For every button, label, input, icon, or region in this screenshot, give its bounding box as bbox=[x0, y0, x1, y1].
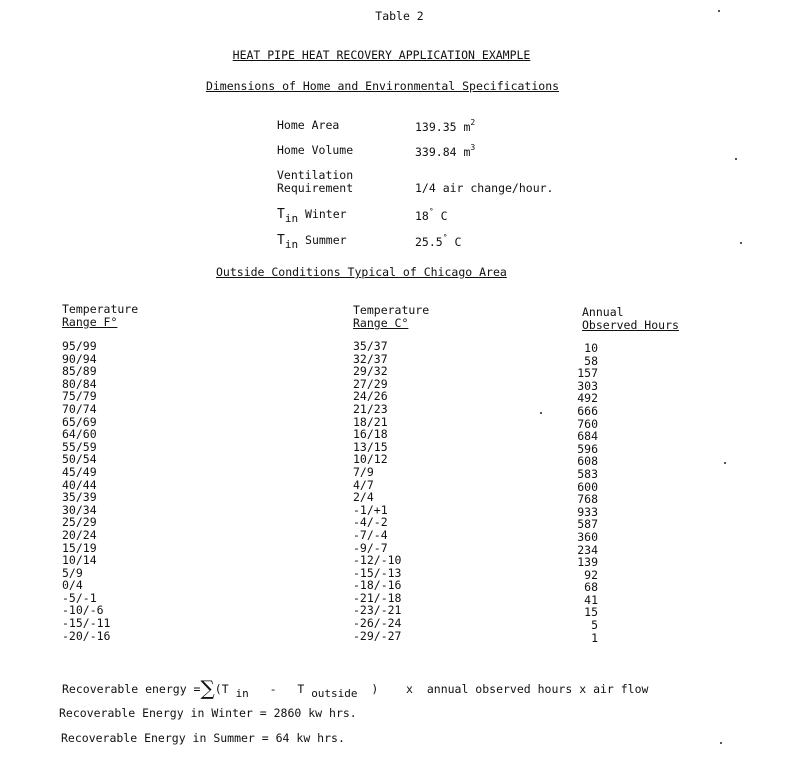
celsius-range-cell: 10/12 bbox=[353, 452, 388, 467]
fahrenheit-range-cell: 95/99 bbox=[62, 339, 97, 353]
observed-hours-cell: 596 bbox=[577, 441, 598, 456]
observed-hours-cell: 933 bbox=[577, 504, 598, 519]
celsius-range-cell: -4/-2 bbox=[353, 515, 388, 530]
celsius-range-cell: 13/15 bbox=[353, 439, 388, 454]
celsius-range-cell: 35/37 bbox=[353, 339, 388, 353]
scan-speck bbox=[720, 742, 722, 744]
document-title: HEAT PIPE HEAT RECOVERY APPLICATION EXAMPLE bbox=[232, 48, 531, 62]
fahrenheit-range-cell: 5/9 bbox=[62, 565, 83, 580]
observed-hours-cell: 600 bbox=[577, 479, 598, 494]
observed-hours-cell: 768 bbox=[577, 492, 598, 507]
celsius-range-cell: 32/37 bbox=[353, 351, 388, 366]
celsius-range-cell: 21/23 bbox=[353, 401, 388, 416]
col1-header-line1: Temperature bbox=[62, 302, 139, 316]
winter-result: Recoverable Energy in Winter = 2860 kw hrs. bbox=[59, 706, 357, 720]
fahrenheit-range-cell: 85/89 bbox=[62, 364, 97, 379]
fahrenheit-range-cell: -20/-16 bbox=[62, 628, 111, 643]
celsius-range-cell: -9/-7 bbox=[353, 540, 388, 555]
fahrenheit-range-cell: 30/34 bbox=[62, 502, 97, 517]
fahrenheit-range-cell: 64/60 bbox=[62, 427, 97, 442]
observed-hours-cell: 10 bbox=[584, 341, 598, 355]
home-area-label: Home Area bbox=[277, 118, 340, 132]
fahrenheit-range-cell: -5/-1 bbox=[62, 590, 97, 605]
dimensions-heading: Dimensions of Home and Environmental Specifications bbox=[205, 79, 560, 93]
observed-hours-cell: 92 bbox=[584, 567, 598, 582]
col1-header-line2: Range F° bbox=[62, 315, 118, 329]
observed-hours-cell: 583 bbox=[577, 466, 598, 481]
celsius-range-cell: 18/21 bbox=[353, 414, 388, 429]
fahrenheit-range-cell: 10/14 bbox=[62, 553, 97, 568]
celsius-range-cell: -29/-27 bbox=[353, 628, 402, 643]
observed-hours-cell: 303 bbox=[577, 378, 598, 393]
observed-hours-cell: 5 bbox=[591, 618, 598, 633]
celsius-range-cell: 4/7 bbox=[353, 477, 374, 492]
celsius-range-cell: -15/-13 bbox=[353, 565, 402, 580]
home-volume-value: 339.84 $m^3$ bbox=[415, 143, 476, 159]
fahrenheit-range-cell: 45/49 bbox=[62, 464, 97, 479]
scan-speck bbox=[735, 158, 737, 160]
observed-hours-cell: 234 bbox=[577, 542, 598, 557]
col2-header-line2: Range C° bbox=[353, 316, 409, 330]
scan-speck bbox=[540, 412, 542, 414]
celsius-range-cell: -18/-16 bbox=[353, 578, 402, 593]
fahrenheit-range-column bbox=[62, 340, 110, 642]
scan-speck bbox=[718, 10, 720, 12]
celsius-range-column bbox=[353, 340, 401, 642]
fahrenheit-range-cell: 50/54 bbox=[62, 452, 97, 467]
observed-hours-cell: 15 bbox=[584, 605, 598, 620]
recoverable-energy-formula: Recoverable energy =∑(T in - T outside ) x annual observed hours x air flow bbox=[62, 676, 649, 700]
celsius-range-cell: -26/-24 bbox=[353, 616, 402, 631]
fahrenheit-range-cell: 90/94 bbox=[62, 351, 97, 366]
celsius-range-cell: 2/4 bbox=[353, 490, 374, 505]
fahrenheit-range-cell: -10/-6 bbox=[62, 603, 104, 618]
observed-hours-cell: 41 bbox=[584, 592, 598, 607]
observed-hours-cell: 587 bbox=[577, 517, 598, 532]
observed-hours-column bbox=[560, 342, 598, 644]
observed-hours-cell: 608 bbox=[577, 454, 598, 469]
fahrenheit-range-cell: 15/19 bbox=[62, 540, 97, 555]
fahrenheit-range-cell: 25/29 bbox=[62, 515, 97, 530]
observed-hours-cell: 58 bbox=[584, 353, 598, 368]
observed-hours-cell: 1 bbox=[591, 630, 598, 645]
celsius-range-cell: 16/18 bbox=[353, 427, 388, 442]
observed-hours-cell: 157 bbox=[577, 366, 598, 381]
scan-speck bbox=[740, 242, 742, 244]
celsius-range-cell: -12/-10 bbox=[353, 553, 402, 568]
ventilation-label: Ventilation bbox=[277, 168, 354, 182]
col2-header-line1: Temperature bbox=[353, 303, 430, 317]
tin-summer-label: Tin Summer bbox=[277, 233, 347, 251]
col3-header-line1: Annual bbox=[582, 305, 624, 319]
celsius-range-cell: -1/+1 bbox=[353, 502, 388, 517]
fahrenheit-range-cell: 75/79 bbox=[62, 389, 97, 404]
table-label: Table 2 bbox=[375, 9, 424, 23]
fahrenheit-range-cell: -15/-11 bbox=[62, 616, 111, 631]
ventilation-value: 1/4 air change/hour. bbox=[415, 181, 554, 195]
celsius-range-cell: 27/29 bbox=[353, 376, 388, 391]
observed-hours-cell: 492 bbox=[577, 391, 598, 406]
col3-header-line2: Observed Hours bbox=[582, 318, 679, 332]
observed-hours-cell: 760 bbox=[577, 416, 598, 431]
conditions-heading: Outside Conditions Typical of Chicago Area bbox=[216, 265, 507, 279]
fahrenheit-range-cell: 55/59 bbox=[62, 439, 97, 454]
tin-winter-label: Tin Winter bbox=[277, 207, 347, 225]
fahrenheit-range-cell: 80/84 bbox=[62, 376, 97, 391]
fahrenheit-range-cell: 65/69 bbox=[62, 414, 97, 429]
observed-hours-cell: 666 bbox=[577, 403, 598, 418]
home-area-value: 139.35 $m^2$ bbox=[415, 118, 476, 134]
celsius-range-cell: -23/-21 bbox=[353, 603, 402, 618]
requirement-label: Requirement bbox=[277, 181, 354, 195]
celsius-range-cell: -21/-18 bbox=[353, 590, 402, 605]
tin-summer-value: 25.5° C bbox=[415, 233, 462, 249]
observed-hours-cell: 360 bbox=[577, 529, 598, 544]
tin-winter-value: 18° C bbox=[415, 207, 448, 223]
scan-speck bbox=[724, 462, 726, 464]
observed-hours-cell: 68 bbox=[584, 580, 598, 595]
fahrenheit-range-cell: 20/24 bbox=[62, 527, 97, 542]
home-volume-label: Home Volume bbox=[277, 143, 354, 157]
observed-hours-cell: 684 bbox=[577, 429, 598, 444]
fahrenheit-range-cell: 35/39 bbox=[62, 490, 97, 505]
celsius-range-cell: 24/26 bbox=[353, 389, 388, 404]
fahrenheit-range-cell: 40/44 bbox=[62, 477, 97, 492]
fahrenheit-range-cell: 0/4 bbox=[62, 578, 83, 593]
fahrenheit-range-cell: 70/74 bbox=[62, 401, 97, 416]
summer-result: Recoverable Energy in Summer = 64 kw hrs. bbox=[61, 731, 345, 745]
celsius-range-cell: -7/-4 bbox=[353, 527, 388, 542]
observed-hours-cell: 139 bbox=[577, 555, 598, 570]
celsius-range-cell: 29/32 bbox=[353, 364, 388, 379]
celsius-range-cell: 7/9 bbox=[353, 464, 374, 479]
